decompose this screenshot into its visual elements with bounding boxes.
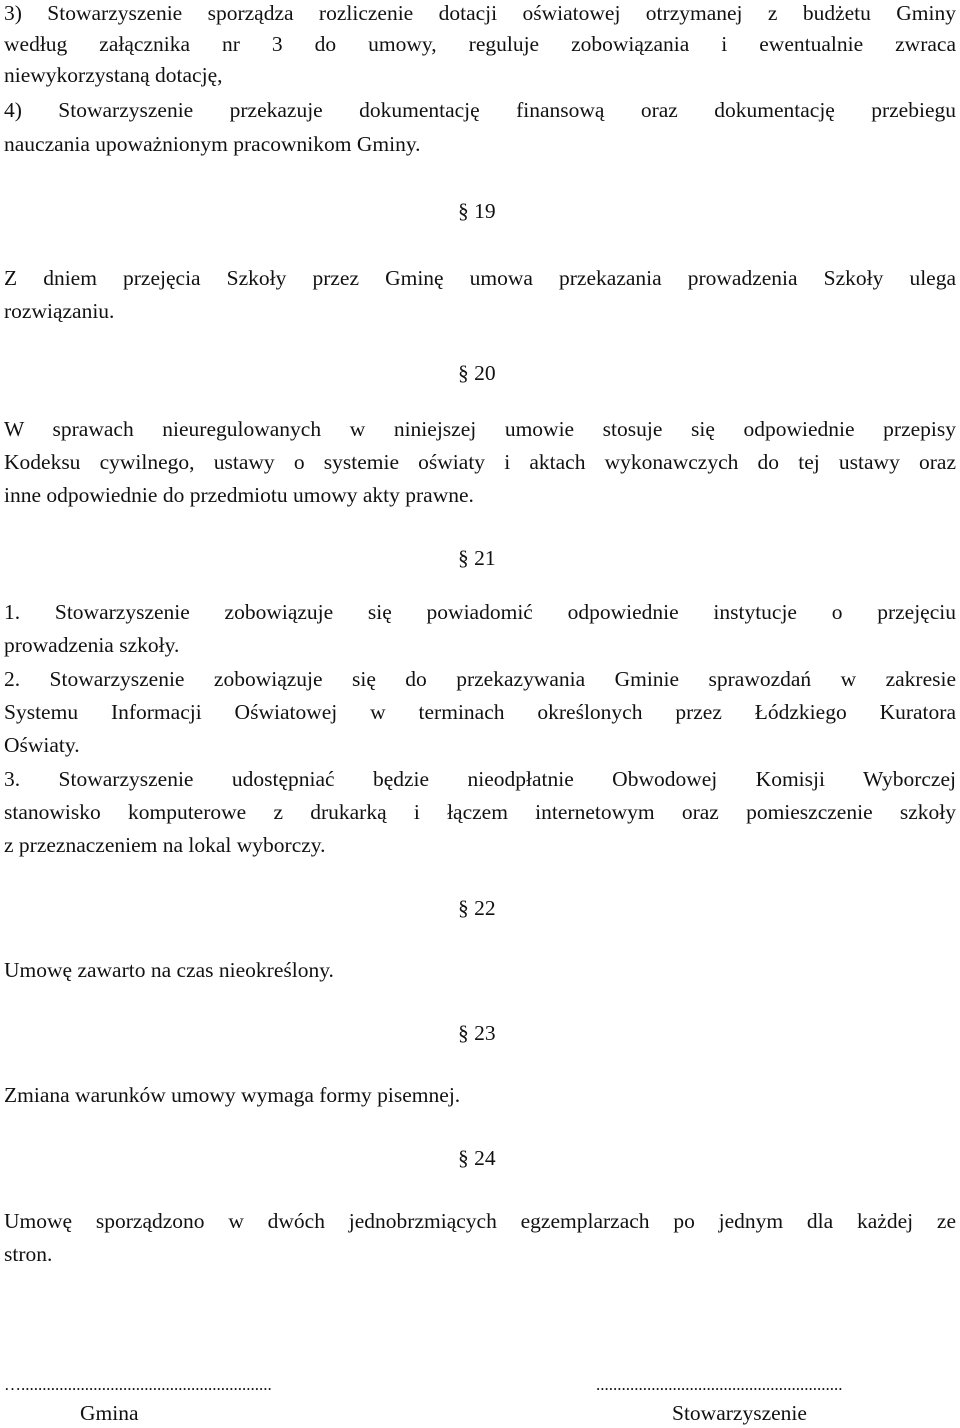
section-21-line-6: 3. Stowarzyszenie udostępniać będzie nieodpłatnie Obwodowej Komisji Wyborczej: [4, 767, 956, 791]
signature-line-stowarzyszenie: ..........................................................: [596, 1375, 843, 1394]
section-19-line-2: rozwiązaniu.: [4, 299, 115, 323]
section-20-heading: § 20: [458, 361, 496, 385]
section-21-line-5: Oświaty.: [4, 733, 80, 757]
section-21-heading: § 21: [458, 546, 496, 570]
point-4-line-1: 4) Stowarzyszenie przekazuje dokumentację finansową oraz dokumentację przebiegu: [4, 98, 956, 122]
signature-line-gmina: …...........................................................: [4, 1375, 272, 1394]
section-21-line-1: 1. Stowarzyszenie zobowiązuje się powiadomić odpowiednie instytucje o przejęciu: [4, 600, 956, 624]
signature-label-gmina: Gmina: [80, 1401, 139, 1425]
section-20-line-2: Kodeksu cywilnego, ustawy o systemie oświaty i aktach wykonawczych do tej ustawy oraz: [4, 450, 956, 474]
section-23-line-1: Zmiana warunków umowy wymaga formy pisemnej.: [4, 1083, 461, 1107]
section-24-line-1: Umowę sporządzono w dwóch jednobrzmiących egzemplarzach po jednym dla każdej ze: [4, 1209, 956, 1233]
section-23-heading: § 23: [458, 1021, 496, 1045]
section-19-line-1: Z dniem przejęcia Szkoły przez Gminę umowa przekazania prowadzenia Szkoły ulega: [4, 266, 956, 290]
section-21-line-4: Systemu Informacji Oświatowej w terminach określonych przez Łódzkiego Kuratora: [4, 700, 956, 724]
section-24-heading: § 24: [458, 1146, 496, 1170]
point-3-line-1: 3) Stowarzyszenie sporządza rozliczenie dotacji oświatowej otrzymanej z budżetu Gminy: [4, 1, 956, 25]
section-21-line-7: stanowisko komputerowe z drukarką i łączem internetowym oraz pomieszczenie szkoły: [4, 800, 956, 824]
section-21-line-3: 2. Stowarzyszenie zobowiązuje się do przekazywania Gminie sprawozdań w zakresie: [4, 667, 956, 691]
section-19-heading: § 19: [458, 199, 496, 223]
point-4-line-2: nauczania upoważnionym pracownikom Gminy.: [4, 132, 421, 156]
section-21-line-2: prowadzenia szkoły.: [4, 633, 180, 657]
section-20-line-3: inne odpowiednie do przedmiotu umowy akty prawne.: [4, 483, 474, 507]
signature-label-stowarzyszenie: Stowarzyszenie: [672, 1401, 807, 1425]
section-20-line-1: W sprawach nieuregulowanych w niniejszej umowie stosuje się odpowiednie przepisy: [4, 417, 956, 441]
section-22-line-1: Umowę zawarto na czas nieokreślony.: [4, 958, 334, 982]
section-24-line-2: stron.: [4, 1242, 53, 1266]
section-22-heading: § 22: [458, 896, 496, 920]
point-3-line-3: niewykorzystaną dotację,: [4, 63, 223, 87]
point-3-line-2: według załącznika nr 3 do umowy, reguluje zobowiązania i ewentualnie zwraca: [4, 32, 956, 56]
section-21-line-8: z przeznaczeniem na lokal wyborczy.: [4, 833, 326, 857]
